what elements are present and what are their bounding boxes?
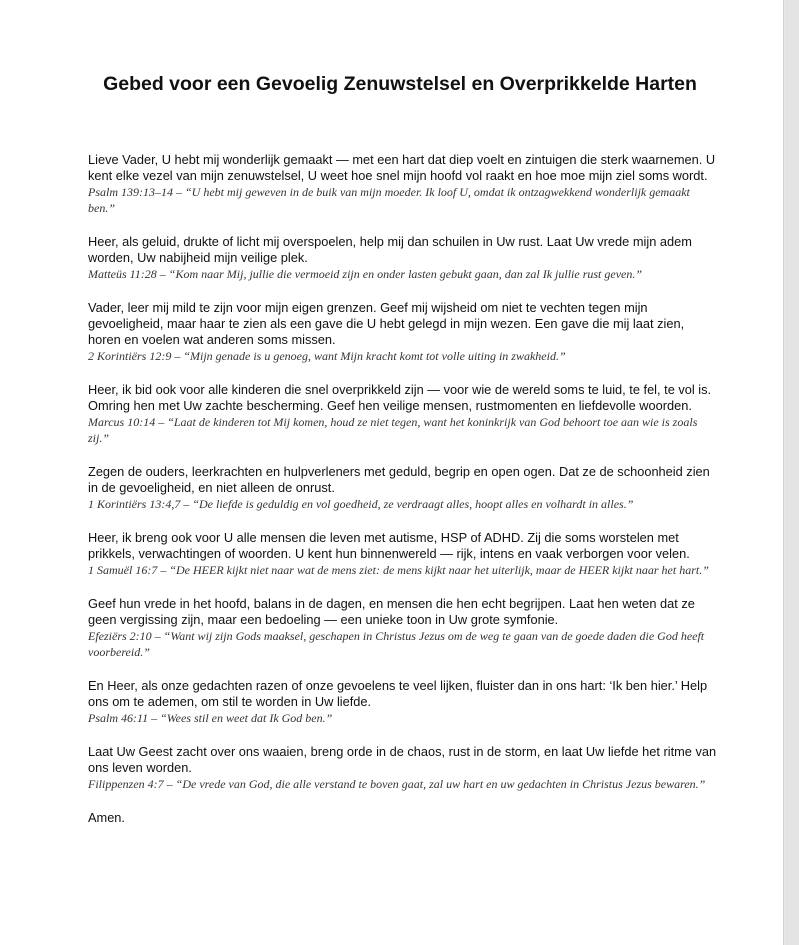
prayer-text: Laat Uw Geest zacht over ons waaien, breng orde in de chaos, rust in de storm, en laat Uw liefde het ritme van ons leven worden. bbox=[88, 744, 717, 775]
paragraph bbox=[88, 464, 718, 512]
bible-verse: Psalm 46:11 – “Wees stil en weet dat Ik God ben.” bbox=[88, 711, 333, 725]
closing-amen: Amen. bbox=[88, 810, 125, 825]
bible-verse: Marcus 10:14 – “Laat de kinderen tot Mij komen, houd ze niet tegen, want het koninkrijk van God behoort toe aan wie is zoals zij.” bbox=[88, 415, 698, 445]
paragraph bbox=[88, 596, 718, 660]
bible-verse: 1 Samuël 16:7 – “De HEER kijkt niet naar wat de mens ziet: de mens kijkt naar het uiterlijk, maar de HEER kijkt naar het hart.” bbox=[88, 563, 709, 577]
document-body bbox=[88, 152, 718, 826]
paragraph bbox=[88, 152, 718, 216]
page-title: Gebed voor een Gevoelig Zenuwstelsel en Overprikkelde Harten bbox=[103, 73, 697, 95]
viewer-gutter bbox=[785, 0, 799, 945]
prayer-text: Heer, als geluid, drukte of licht mij overspoelen, help mij dan schuilen in Uw rust. Laat Uw vrede mijn adem worden, Uw nabijheid mijn veilige plek. bbox=[88, 234, 692, 265]
paragraph bbox=[88, 382, 718, 446]
bible-verse: Psalm 139:13–14 – “U hebt mij geweven in de buik van mijn moeder. Ik loof U, omdat ik ontzagwekkend wonderlijk gemaakt ben.” bbox=[88, 185, 690, 215]
paragraph bbox=[88, 234, 718, 282]
bible-verse: Efeziërs 2:10 – “Want wij zijn Gods maaksel, geschapen in Christus Jezus om de weg te gaan van de goede daden die God heeft voorbereid.” bbox=[88, 629, 705, 659]
bible-verse: 2 Korintiërs 12:9 – “Mijn genade is u genoeg, want Mijn kracht komt tot volle uiting in zwakheid.” bbox=[88, 349, 566, 363]
prayer-text: Geef hun vrede in het hoofd, balans in de dagen, en mensen die hen echt begrijpen. Laat hen weten dat ze geen vergissing zijn, maar een bedoeling — een unieke toon in Uw grote symfonie. bbox=[88, 596, 695, 627]
paragraph bbox=[88, 530, 718, 578]
prayer-text: En Heer, als onze gedachten razen of onze gevoelens te veel lijken, fluister dan in ons hart: ‘Ik ben hier.’ Help ons om te ademen, om stil te worden in Uw liefde. bbox=[88, 678, 708, 709]
paragraph bbox=[88, 744, 718, 792]
prayer-text: Heer, ik bid ook voor alle kinderen die snel overprikkeld zijn — voor wie de wereld soms te luid, te fel, te vol is. Omring hen met Uw zachte bescherming. Geef hen veilige mensen, rustmomenten en liefdevolle woorden. bbox=[88, 382, 712, 413]
prayer-text: Lieve Vader, U hebt mij wonderlijk gemaakt — met een hart dat diep voelt en zintuigen die sterk waarnemen. U kent elke vezel van mijn zenuwstelsel, U weet hoe snel mijn hoofd vol raakt en hoe moe mijn ziel soms wordt. bbox=[88, 152, 716, 183]
prayer-text: Vader, leer mij mild te zijn voor mijn eigen grenzen. Geef mij wijsheid om niet te vechten tegen mijn gevoeligheid, maar haar te zien als een gave die U hebt gelegd in mijn wezen. Een gave die mij laat zien, horen en voelen wat anderen soms missen. bbox=[88, 300, 685, 347]
bible-verse: Matteüs 11:28 – “Kom naar Mij, jullie die vermoeid zijn en onder lasten gebukt gaan, dan zal Ik jullie rust geven.” bbox=[88, 267, 643, 281]
prayer-text: Heer, ik breng ook voor U alle mensen die leven met autisme, HSP of ADHD. Zij die soms worstelen met prikkels, verwachtingen of woorden. U kent hun binnenwereld — rijk, intens en vaak verborgen voor velen. bbox=[88, 530, 690, 561]
bible-verse: 1 Korintiërs 13:4,7 – “De liefde is geduldig en vol goedheid, ze verdraagt alles, hoopt alles en volhardt in alles.” bbox=[88, 497, 634, 511]
paragraph bbox=[88, 300, 718, 364]
bible-verse: Filippenzen 4:7 – “De vrede van God, die alle verstand te boven gaat, zal uw hart en uw gedachten in Christus Jezus bewaren.” bbox=[88, 777, 706, 791]
paragraph bbox=[88, 678, 718, 726]
prayer-text: Zegen de ouders, leerkrachten en hulpverleners met geduld, begrip en open ogen. Dat ze de schoonheid zien in de gevoeligheid, en niet alleen de onrust. bbox=[88, 464, 710, 495]
